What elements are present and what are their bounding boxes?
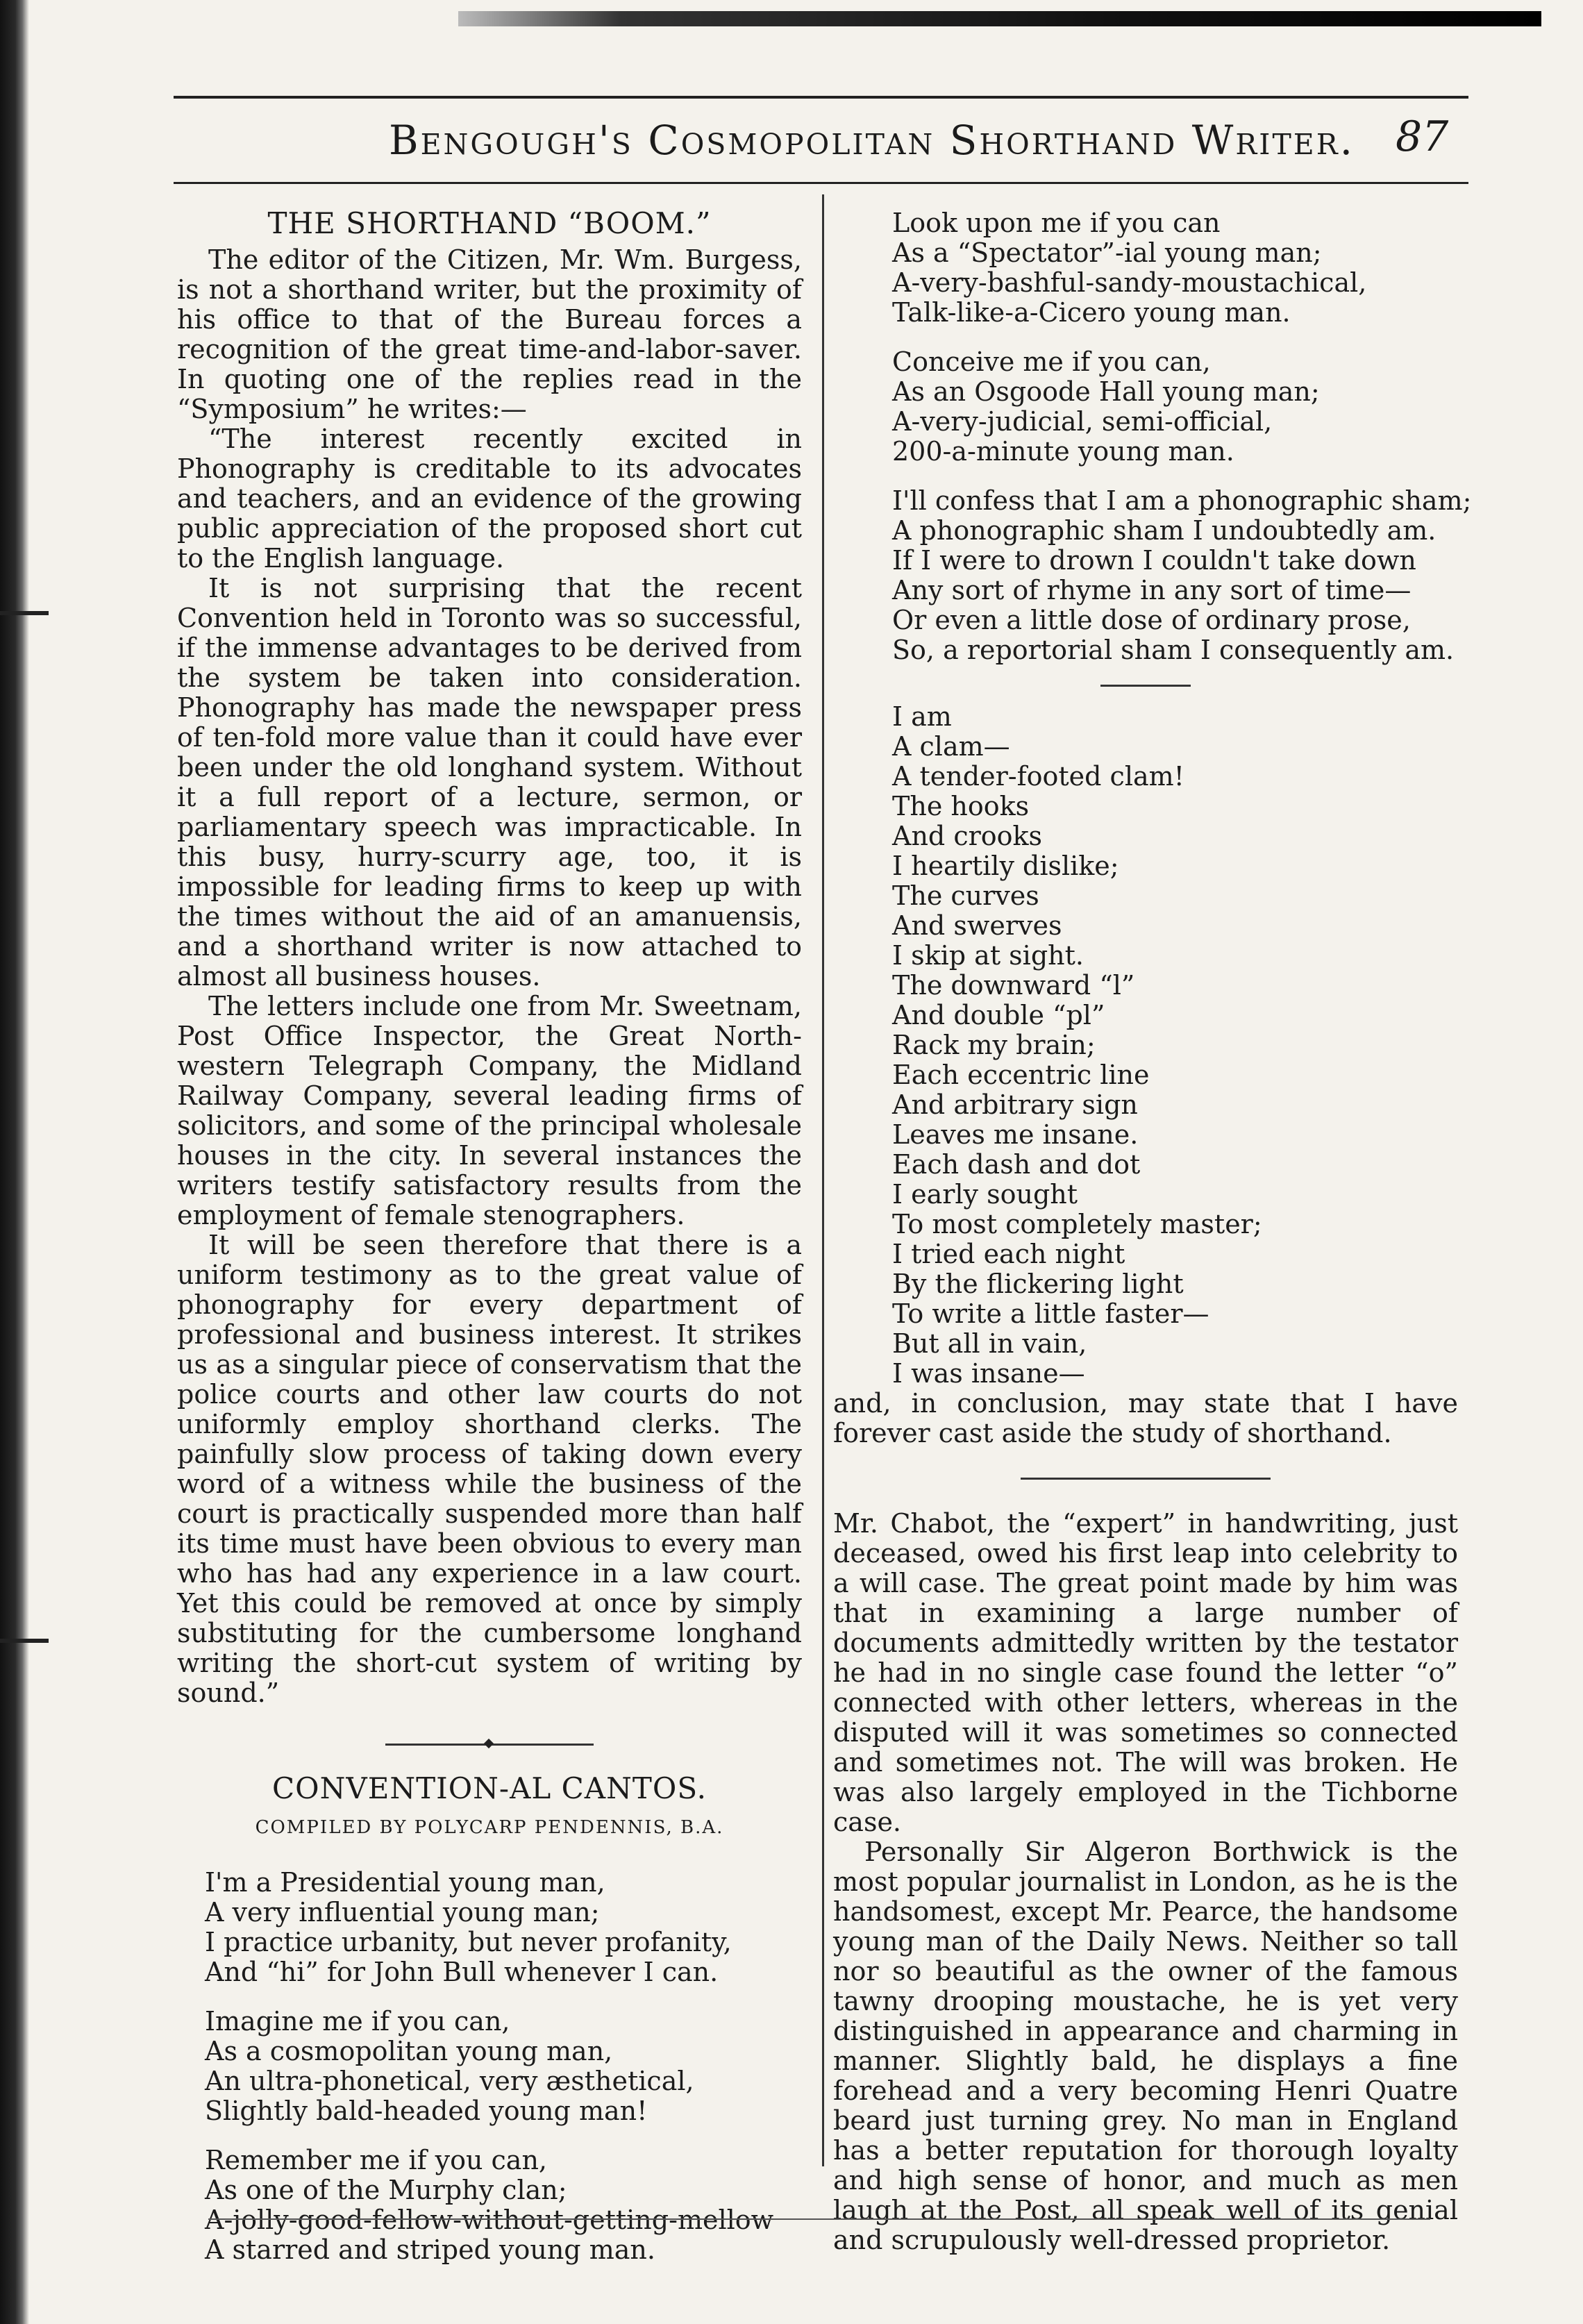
poem-line: I am	[892, 701, 952, 732]
poem-line: I early sought	[892, 1179, 1078, 1210]
poem-line: A-very-judicial, semi-official,	[892, 406, 1273, 437]
poem-line: Conceive me if you can,	[892, 346, 1211, 377]
poem-line: The downward “l”	[892, 970, 1135, 1001]
section-divider	[385, 1740, 594, 1748]
poem-line: A phonographic sham I undoubtedly am.	[892, 515, 1437, 546]
poem-conclusion: and, in conclusion, may state that I have forever cast aside the study of shorthand.	[833, 1388, 1458, 1448]
poem-stanza	[177, 1868, 802, 1987]
poem-line: A tender-footed clam!	[892, 761, 1184, 792]
binding-mark	[0, 1639, 49, 1643]
left-column	[177, 208, 802, 2284]
poem-line: Any sort of rhyme in any sort of time—	[892, 575, 1412, 605]
section-divider	[1100, 685, 1191, 687]
page-number: 87	[1396, 112, 1449, 161]
binding-edge	[0, 0, 29, 2324]
poem-line: I practice urbanity, but never profanity,	[205, 1927, 732, 1957]
poem-line: And crooks	[892, 821, 1043, 851]
header-rule	[174, 182, 1468, 184]
top-scan-bar	[458, 11, 1541, 26]
article-paragraph: Personally Sir Algeron Borthwick is the most popular journalist in London, as he is the handsomest, except Mr. Pearce, the handsome young man of the Daily News. Neither so tall nor so beautiful as the owner of the famous tawny drooping moustache, he is yet very distinguished in appearance and charming in manner. Slightly bald, he displays a fine forehead and a very becoming Henri Quatre beard just turning grey. No man in England has a better reputation for thorough loyalty and high sense of honor, and much as men laugh at the Post, all speak well of its genial and scrupulously well-dressed proprietor.	[833, 1837, 1458, 2255]
poem-byline: COMPILED BY POLYCARP PENDENNIS, B.A.	[255, 1817, 724, 1838]
column-divider	[822, 194, 824, 2166]
poem-line: I was insane—	[892, 1358, 1085, 1389]
poem-line: A-very-bashful-sandy-moustachical,	[892, 267, 1367, 298]
poem-line: A starred and striped young man.	[205, 2234, 655, 2265]
poem-title: CONVENTION-AL CANTOS.	[272, 1771, 707, 1805]
article-paragraph: It is not surprising that the recent Convention held in Toronto was so successful, if the immense advantages to be derived from the system be taken into consideration. Phonography has made the newspaper press of ten-fold more value than it could have ever been under the old longhand system. Without it a full report of a lecture, sermon, or parliamentary speech was impracticable. In this busy, hurry-scurry age, too, it is impossible for leading firms to keep up with the times without the aid of an amanuensis, and a shorthand writer is now attached to almost all business houses.	[177, 573, 802, 992]
poem-stanza	[833, 208, 1458, 328]
poem-line: And “hi” for John Bull whenever I can.	[205, 1957, 719, 1987]
running-title: Bengough's Cosmopolitan Shorthand Writer.	[389, 117, 1355, 164]
poem-line: As a “Spectator”-ial young man;	[892, 237, 1322, 268]
poem-line: I skip at sight.	[892, 940, 1084, 971]
poem-line: And swerves	[892, 910, 1062, 941]
poem-line: 200-a-minute young man.	[892, 436, 1234, 467]
poem-line: Look upon me if you can	[892, 208, 1221, 238]
poem-stanza	[177, 2146, 802, 2265]
poem-line: Remember me if you can,	[205, 2145, 547, 2175]
poem-line: To write a little faster—	[892, 1298, 1209, 1329]
article-paragraph: The editor of the Citizen, Mr. Wm. Burgess, is not a shorthand writer, but the proximity of his office to that of the Bureau forces a recognition of the great time-and-labor-saver. In quoting one of the replies read in the “Symposium” he writes:—	[177, 244, 802, 424]
poem-line: The curves	[892, 880, 1039, 911]
poem-line: Talk-like-a-Cicero young man.	[892, 297, 1291, 328]
poem-line: And double “pl”	[892, 1000, 1105, 1030]
poem-stanza	[833, 347, 1458, 467]
poem-line: To most completely master;	[892, 1209, 1262, 1239]
poem-line: A clam—	[892, 731, 1010, 762]
poem-stanza	[177, 2007, 802, 2126]
poem-line: Slightly bald-headed young man!	[205, 2096, 648, 2126]
poem-line: A very influential young man;	[205, 1897, 600, 1928]
article-paragraph: The letters include one from Mr. Sweetnam, Post Office Inspector, the Great North-western Telegraph Company, the Midland Railway Company, several leading firms of solicitors, and some of the principal wholesale houses in the city. In several instances the writers testify satisfactory results from the employment of female stenographers.	[177, 991, 802, 1230]
footer-rule	[208, 2218, 1430, 2220]
poem-line: As one of the Murphy clan;	[205, 2175, 567, 2205]
poem-line: An ultra-phonetical, very æsthetical,	[205, 2066, 694, 2096]
poem-line: Rack my brain;	[892, 1030, 1096, 1060]
poem-stanza	[833, 485, 1472, 665]
poem-line: As a cosmopolitan young man,	[205, 2036, 613, 2066]
header-rule	[174, 96, 1468, 99]
poem-line: I'll confess that I am a phonographic sham;	[892, 485, 1472, 516]
poem-line: Each eccentric line	[892, 1060, 1150, 1090]
article-paragraph: Mr. Chabot, the “expert” in handwriting, just deceased, owed his first leap into celebrity to a will case. The great point made by him was that in examining a large number of documents admittedly written by the testator he had in no single case found the letter “o” connected with other letters, whereas in the disputed will it was sometimes so connected and sometimes not. The will was broken. He was also largely employed in the Tichborne case.	[833, 1508, 1458, 1837]
poem-line: Each dash and dot	[892, 1149, 1141, 1180]
binding-mark	[0, 611, 49, 615]
poem-line: And arbitrary sign	[892, 1089, 1138, 1120]
poem-line: If I were to drown I couldn't take down	[892, 545, 1416, 576]
article-title: THE SHORTHAND “BOOM.”	[267, 206, 712, 240]
poem-line: As an Osgoode Hall young man;	[892, 376, 1320, 407]
poem-line: But all in vain,	[892, 1328, 1087, 1359]
short-poem	[833, 702, 1458, 1389]
poem-line: By the flickering light	[892, 1269, 1184, 1299]
poem-line: I tried each night	[892, 1239, 1125, 1269]
article-paragraph: It will be seen therefore that there is a uniform testimony as to the great value of phonography for every department of professional and business interest. It strikes us as a singular piece of conservatism that the police courts and other law courts do not uniformly employ shorthand clerks. The painfully slow process of taking down every word of a witness while the business of the court is practically suspended more than half its time must have been obvious to every man who has had any experience in a law court. Yet this could be removed at once by simply substituting for the cumbersome longhand writing the short-cut system of writing by sound.”	[177, 1230, 802, 1708]
poem-line: I'm a Presidential young man,	[205, 1867, 605, 1898]
poem-line: So, a reportorial sham I consequently am.	[892, 635, 1455, 665]
poem-line: I heartily dislike;	[892, 851, 1119, 881]
poem-line: Or even a little dose of ordinary prose,	[892, 605, 1411, 635]
poem-line: Imagine me if you can,	[205, 2006, 510, 2037]
poem-line: Leaves me insane.	[892, 1119, 1139, 1150]
poem-line: A-jolly-good-fellow-without-getting-mellow	[205, 2205, 774, 2235]
section-divider	[1021, 1478, 1271, 1480]
right-column	[833, 208, 1472, 2255]
poem-line: The hooks	[892, 791, 1030, 821]
article-paragraph: “The interest recently excited in Phonography is creditable to its advocates and teachers, and an evidence of the growing public appreciation of the proposed short cut to the English language.	[177, 424, 802, 574]
